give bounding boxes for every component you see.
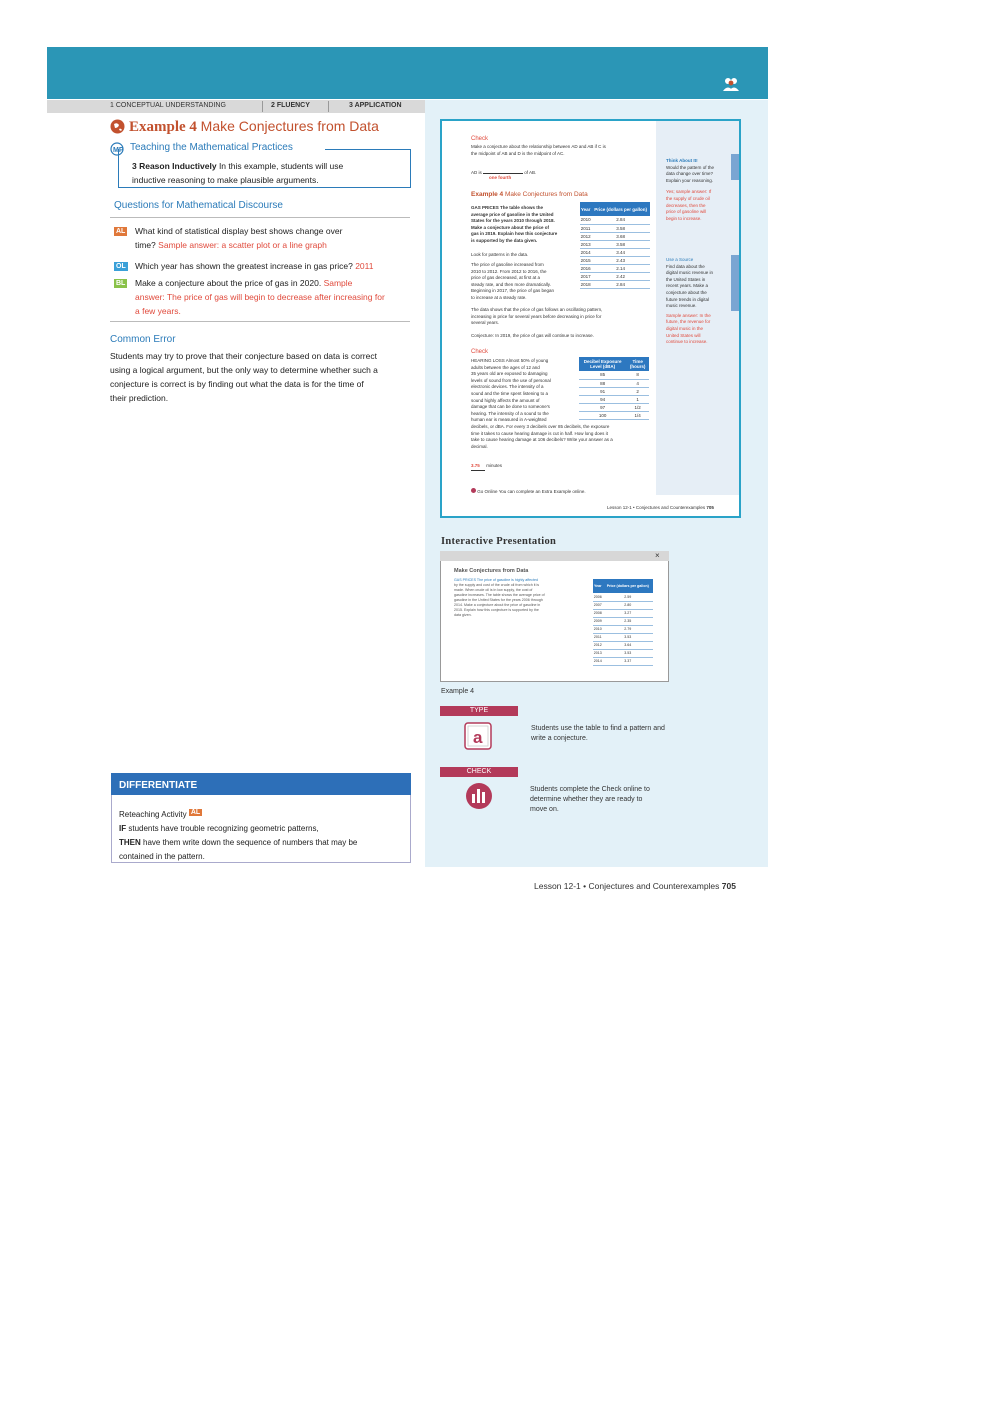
go-online-note: Go Online You can complete an Extra Example online. [471,488,586,496]
book-example-title: Example 4 Make Conjectures from Data [471,191,588,198]
svg-text:MP: MP [113,147,124,154]
questions-heading: Questions for Mathematical Discourse [114,200,283,211]
example-heading: Make Conjectures from Data [200,118,379,134]
gas-explanation: The price of gasoline increased from 2010 to 2012. From 2012 to 2016, the price of gas decreased, at first at a steady rate, and then more dramatically. Beginning in 2017, the price of gas began to increase at a steady rate. [471,262,555,300]
check-description: Students complete the Check online to determine whether they are ready to move on. [530,786,650,813]
globe-icon [110,119,125,134]
type-label: TYPE [440,706,518,716]
close-icon[interactable]: × [655,551,660,560]
type-description: Students use the table to find a pattern and write a conjecture. [531,725,665,742]
check-label-bar: CHECK [440,767,518,777]
think-about-it: Think About It! Would the pattern of the data change over time? Explain your reasoning. Yes; sample answer: If the supply of crude oil decreases, then the price of gasoline will begin to increase. [666,158,714,221]
teaching-practices-heading: Teaching the Mathematical Practices [130,142,297,153]
decibel-table: Decibel Exposure Level (dBA) Time (hours) 85 8 88 4 91 2 94 1 97 1/2 100 1/4 [579,357,649,420]
use-a-source: Use a Source Find data about the digital music revenue in the United States in recent years. Make a conjecture about the future trends in digital music revenue. Sample answer: In the future, the revenue for digital music in the United States will continue to increase. [666,257,714,345]
common-error-heading: Common Error [110,334,176,345]
slide-table: Year Price (dollars per gallon) 2006 2.59 2007 2.80 2008 3.27 2009 2.35 2010 2.79 2011 3.53 2012 3.64 2013 3.53 2014 3.37 [593,579,653,666]
check-text: Make a conjecture about the relationship between AD and AB if C is the midpoint of AB and D is the midpoint of AC. [471,144,606,156]
level-badge-ol: OL [116,263,126,270]
question-al: What kind of statistical display best shows change over time? Sample answer: a scatter plot or a line graph [135,226,343,250]
answer-ol: 2011 [355,261,374,271]
practice-name: 3 Reason Inductively [132,161,217,171]
hearing-answer: 3.75 [471,463,485,471]
fill-answer: one fourth [489,175,512,180]
interactive-presentation-heading: Interactive Presentation [441,536,557,547]
go-online-icon [471,488,476,493]
level-badge-bl: BL [116,280,126,287]
mp-badge-icon [110,142,128,156]
presentation-titlebar [440,551,669,561]
page-footer: Lesson 12-1 • Conjectures and Counterexamples 705 [534,881,736,891]
book-page-footer: Lesson 12-1 • Conjectures and Counterexamples 705 [607,505,714,510]
slide-text: GAS PRICES The price of gasoline is highly affected by the supply and cost of the crude oil from which it is made. When crude oil is in low supply, the cost of gasoline increases. The table shows the average price of gasoline in the United States for the years 2006 through 2014. Make a conjecture about the price of gasoline in 2015. Explain how this conjecture is supported by the data given. [454,578,545,617]
tab-fluency[interactable]: 2 FLUENCY [271,102,310,109]
teaching-practices-text: 3 Reason Inductively In this example, students will use inductive reasoning to make plausible arguments. [132,161,344,185]
question-ol: Which year has shown the greatest increase in gas price? 2011 [135,261,374,271]
question-bl: Make a conjecture about the price of gas in 2020. Sample answer: The price of gas will begin to decrease after increasing for a few years. [135,278,385,316]
common-error-text: Students may try to prove that their conjecture based on data is correct using a logical argument, but the only way to determine whether such a conjecture is correct is by finding out what the data is for the time of their prediction. [110,351,378,403]
slide-title: Make Conjectures from Data [454,568,529,574]
answer-al: Sample answer: a scatter plot or a line graph [158,240,327,250]
type-icon [464,722,492,750]
gas-price-table: Year Price (dollars per gallon) 2010 2.84 2011 3.58 2012 3.68 2013 3.58 2014 3.44 2015 2.43 2016 2.14 2017 2.42 2018 2.84 [580,202,650,289]
differentiate-text: Reteaching Activity AL IF students have trouble recognizing geometric patterns, THEN have them write down the sequence of numbers that may be contained in the pattern. [119,809,358,861]
example-label: Example 4 [129,119,197,135]
svg-text:a: a [473,728,483,747]
people-group-icon [722,76,740,92]
tab-conceptual[interactable]: 1 CONCEPTUAL UNDERSTANDING [110,102,226,109]
example-title [129,118,379,136]
check-label: Check [471,136,489,142]
bar-chart-icon [465,782,493,810]
reteaching-activity: Reteaching Activity [119,810,187,819]
page-number: 705 [721,881,736,891]
hearing-problem: HEARING LOSS Almost 50% of young adults between the ages of 12 and 35 years old are exposed to damaging levels of sound from the use of personal electronic devices. The intensity of a sound and the time spent listening to a sound highly affects the amount of damage that can be done to someone's hearing. The intensity of a sound to the human ear is measured in A-weighted decibels, or dBA. For every 3 decibels over 85 decibels, the exposure time it takes to cause hearing damage is cut in half. How long does it take to cause hearing damage at 106 decibels? Write your answer as a decimal. [471,358,613,449]
level-badge-al: AL [116,228,126,235]
level-badge-al: AL [190,809,201,816]
differentiate-heading: DIFFERENTIATE [111,773,411,795]
tab-application[interactable]: 3 APPLICATION [349,102,402,109]
header-banner [47,47,768,99]
gas-problem: GAS PRICES The table shows the average price of gasoline in the United States for the years 2010 through 2018. Make a conjecture about the price of gas in 2019. Explain how this conjecture is supported by the data given. [471,205,558,243]
presentation-caption: Example 4 [441,688,475,695]
practice-tabs [47,100,425,113]
